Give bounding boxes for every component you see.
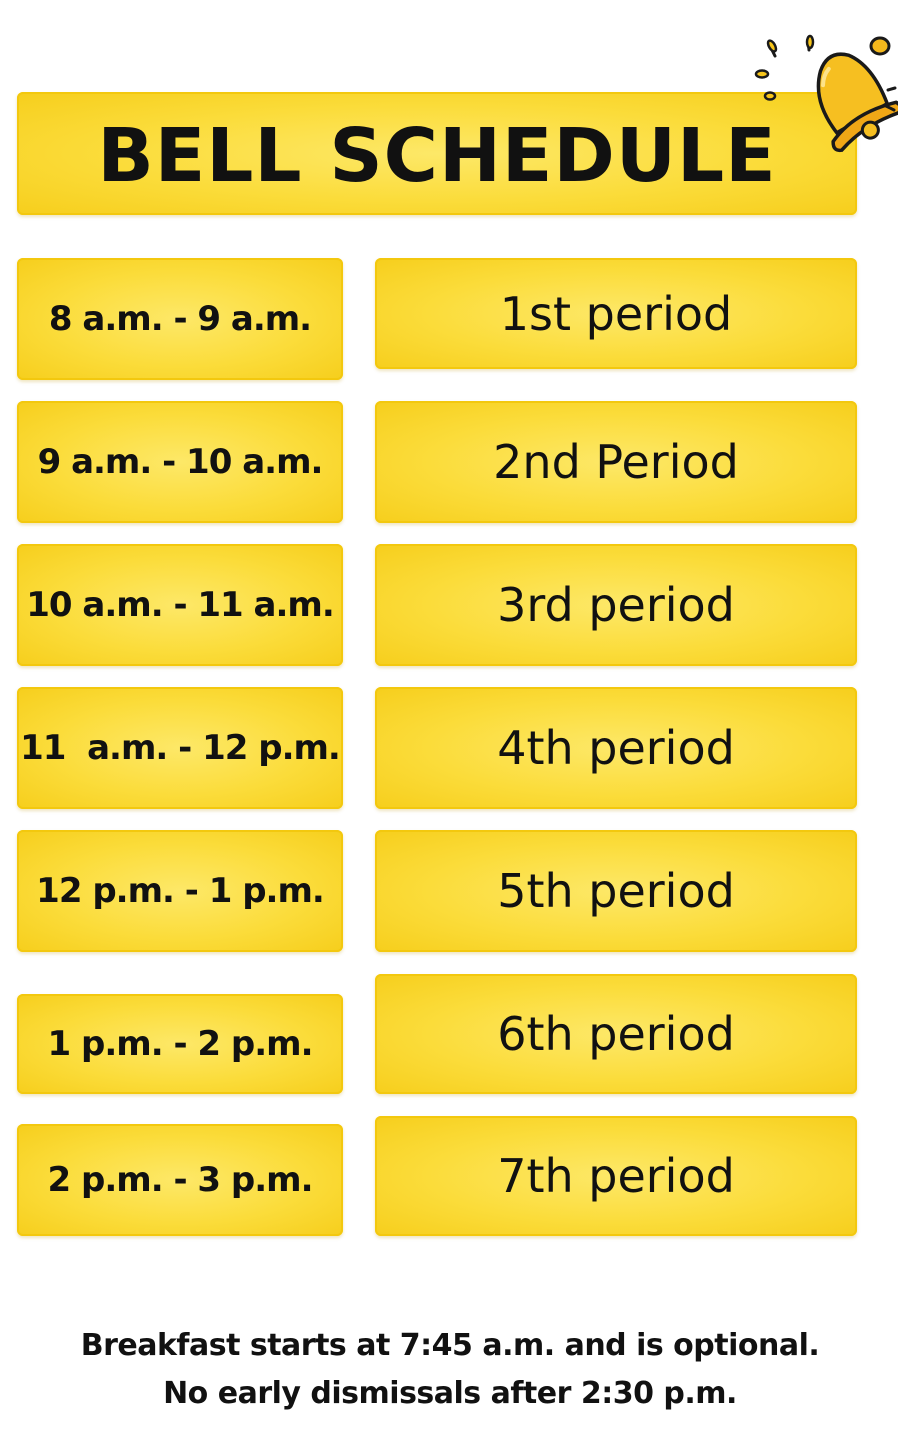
time-slot: [17, 687, 343, 809]
period-label: 7th period: [497, 1149, 735, 1203]
breakfast-note: Breakfast starts at 7:45 a.m. and is optional.: [80, 1328, 820, 1363]
bell-icon: [748, 28, 898, 158]
title-banner: [17, 92, 857, 215]
time-slot: [17, 401, 343, 523]
time-slot: [17, 258, 343, 380]
period-slot: [375, 1116, 857, 1236]
time-label: 11 a.m. - 12 p.m.: [20, 728, 340, 768]
dismissal-note: No early dismissals after 2:30 p.m.: [163, 1376, 737, 1411]
time-slot: [17, 544, 343, 666]
time-slot: [17, 830, 343, 952]
period-slot: [375, 401, 857, 523]
time-label: 2 p.m. - 3 p.m.: [47, 1160, 313, 1200]
time-label: 12 p.m. - 1 p.m.: [36, 871, 324, 911]
period-label: 6th period: [497, 1007, 735, 1061]
period-slot: [375, 687, 857, 809]
time-label: 1 p.m. - 2 p.m.: [47, 1024, 313, 1064]
period-label: 2nd Period: [493, 435, 739, 489]
period-slot: [375, 974, 857, 1094]
time-slot: [17, 1124, 343, 1236]
period-slot: [375, 258, 857, 369]
time-label: 10 a.m. - 11 a.m.: [26, 585, 334, 625]
period-label: 5th period: [497, 864, 735, 918]
time-label: 9 a.m. - 10 a.m.: [37, 442, 323, 482]
period-slot: [375, 544, 857, 666]
time-slot: [17, 994, 343, 1094]
period-label: 3rd period: [497, 578, 735, 632]
period-label: 1st period: [499, 286, 733, 341]
page-title: BELL SCHEDULE: [97, 112, 777, 199]
period-label: 4th period: [497, 721, 735, 775]
time-label: 8 a.m. - 9 a.m.: [48, 299, 312, 339]
period-slot: [375, 830, 857, 952]
